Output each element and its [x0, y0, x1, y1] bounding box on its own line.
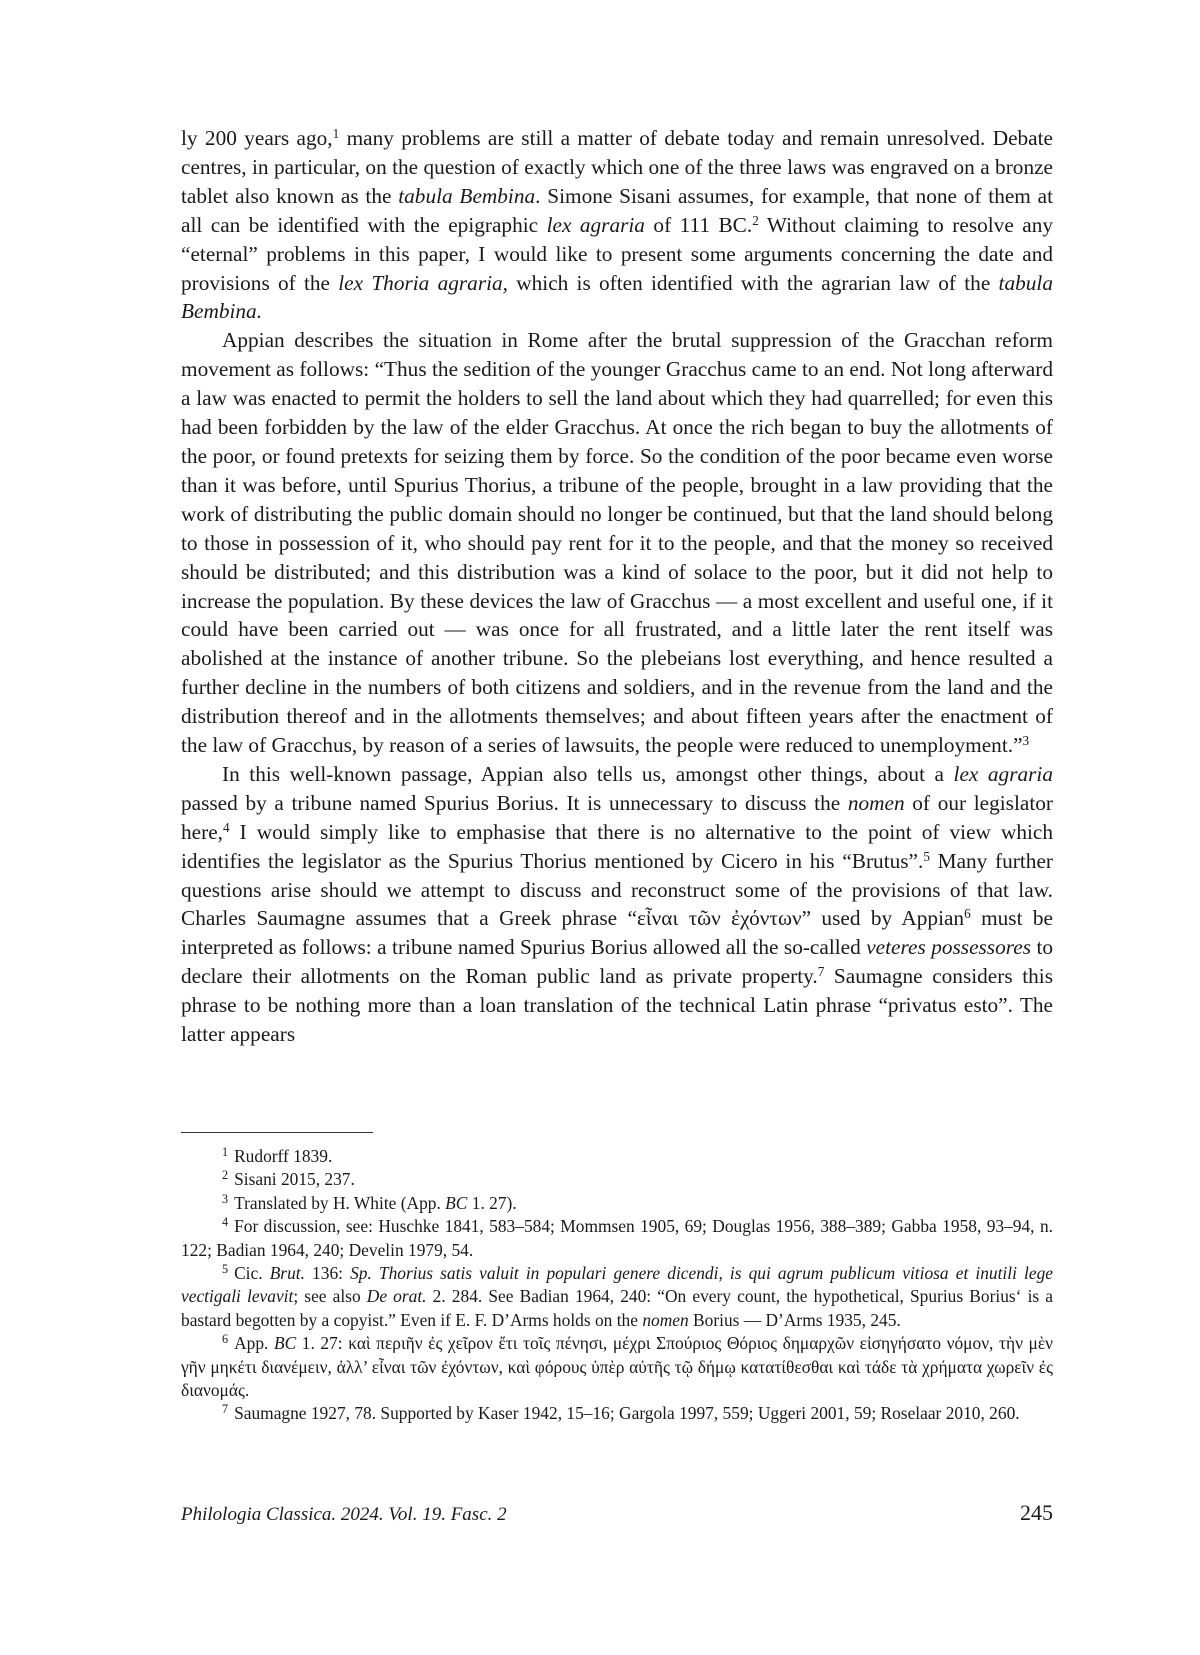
footnote-reference: 6	[964, 906, 971, 922]
footnote-number: 4	[222, 1215, 229, 1230]
text-run: Saumagne 1927, 78. Supported by Kaser 1942, 15–16; Gargola 1997, 559; Uggeri 2001, 59; Roselaar 2010, 260.	[234, 1403, 1020, 1424]
italic-text: lex agraria	[953, 761, 1053, 786]
italic-text: nomen	[847, 790, 905, 815]
footnote-text	[181, 1333, 1053, 1400]
paragraph-2	[181, 326, 1053, 760]
footnote-3	[181, 1192, 1053, 1215]
footnote-text	[181, 1216, 1053, 1259]
text-run: 1. 27: καὶ περιῆν ἐς χεῖρον ἔτι τοῖς πένησι, μέχρι Σπούριος Θόριος δημαρχῶν εἰσηγήσατο νόμον, τὴν μὲν γῆν μηκέτι διανέμειν, ἀλλ’ εἶναι τῶν ἐχόντων, καὶ φόρους ὑπὲρ αὐτῆς τῷ δήμῳ κατατίθεσθαι καὶ τάδε τὰ χρήματα χωρεῖν ἐς διανομάς.	[181, 1333, 1054, 1401]
footnote-text	[234, 1193, 517, 1213]
italic-text: BC	[445, 1192, 468, 1213]
italic-text: lex agraria	[546, 212, 645, 237]
text-run: must be interpreted as follows: a tribune named Spurius Borius allowed all the so-called	[181, 906, 1054, 960]
text-run: Saumagne considers this phrase to be nothing more than a loan translation of the technical Latin phrase “privatus esto”. The latter appears	[181, 964, 1053, 1047]
italic-text: veteres possessores	[866, 935, 1031, 960]
text-run: Cic.	[234, 1263, 270, 1284]
footnote-reference: 1	[332, 125, 340, 141]
footnote-number: 2	[222, 1168, 229, 1183]
text-run: Sisani 2015, 237.	[234, 1169, 355, 1190]
text-run: Borius — D’Arms 1935, 245.	[688, 1309, 901, 1330]
footnote-reference: 2	[752, 212, 759, 228]
footnote-4	[181, 1215, 1053, 1262]
footnote-reference: 7	[817, 964, 825, 980]
text-run: many problems are still a matter of debate today and remain unresolved. Debate centres, in particular, on the question of exactly which one of the three laws was engraved on a bronze tablet also known as the	[181, 126, 1053, 208]
footnote-number: 1	[222, 1144, 229, 1159]
footnote-5	[181, 1262, 1053, 1332]
text-run: In this well-known passage, Appian also tells us, amongst other things, about a	[222, 761, 954, 786]
footnote-number: 5	[222, 1261, 229, 1276]
italic-text: tabula Bembina	[398, 183, 536, 208]
footnote-6	[181, 1332, 1053, 1402]
text-run: 136:	[304, 1263, 351, 1284]
paragraph-3	[181, 760, 1053, 1049]
paragraph-1	[181, 124, 1053, 326]
footnote-1	[181, 1145, 1053, 1168]
italic-text: nomen	[642, 1309, 689, 1330]
text-run: ; see also	[293, 1286, 367, 1307]
text-run: Appian describes the situation in Rome after the brutal suppression of the Gracchan reform movement as follows: “Thus the sedition of the younger Gracchus came to an end. Not long afterward a law was enacted to permit the holders to sell the land about which they had quarrelled; for even this had been forbidden by the law of the elder Gracchus. At once the rich began to buy the allotments of the poor, or found pretexts for seizing them by force. So the condition of the poor became even worse than it was before, until Spurius Thorius, a tribune of the people, brought in a law providing that the work of distributing the public domain should no longer be continued, but that the land should belong to those in possession of it, who should pay rent for it to the people, and that the money so received should be distributed; and this distribution was a kind of solace to the poor, but it did not help to increase the population. By these devices the law of Gracchus — a most excellent and useful one, if it could have been carried out — was once for all frustrated, and a little later the rent itself was abolished at the instance of another tribune. So the plebeians lost everything, and hence resulted a further decline in the numbers of both citizens and soldiers, and in the revenue from the land and the distribution thereof and in the allotments themselves; and about fifteen years after the enactment of the law of Gracchus, by reason of a series of lawsuits, the people were reduced to unemployment.”	[181, 328, 1053, 758]
italic-text: De orat.	[366, 1286, 427, 1307]
footnote-separator	[181, 1132, 373, 1133]
italic-text: Sp. Thorius satis valuit in populari genere dicendi, is qui agrum publicum vitiosa et inutili lege vectigali levavit	[181, 1263, 1053, 1307]
italic-text: lex Thoria agraria,	[338, 270, 508, 295]
journal-citation: Philologia Classica. 2024. Vol. 19. Fasc. 2	[181, 1504, 507, 1525]
footnote-7	[181, 1402, 1053, 1425]
footnote-text	[181, 1263, 1053, 1330]
footnote-text	[234, 1403, 1020, 1423]
italic-text: Brut.	[269, 1263, 305, 1284]
footnote-2	[181, 1168, 1053, 1191]
text-run: Translated by H. White (App.	[234, 1192, 446, 1213]
footnote-reference: 4	[222, 819, 230, 835]
text-run: ly 200 years ago,	[181, 126, 333, 150]
footnote-text	[234, 1169, 355, 1189]
text-run: For discussion, see: Huschke 1841, 583–584; Mommsen 1905, 69; Douglas 1956, 388–389; Gabba 1958, 93–94, n. 122; Badian 1964, 240; Develin 1979, 54.	[181, 1216, 1053, 1260]
text-run: of 111 BC.	[644, 212, 753, 237]
footnote-number: 7	[222, 1402, 229, 1417]
body-text	[181, 124, 1053, 1049]
footnote-number: 6	[222, 1332, 229, 1347]
footnote-reference: 5	[923, 848, 930, 864]
page-number: 245	[1020, 1500, 1053, 1525]
text-run: Rudorff 1839.	[234, 1146, 333, 1166]
text-run: I would simply like to emphasise that there is no alternative to the point of view which identifies the legislator as the Spurius Thorius mentioned by Cicero in his “Brutus”.	[181, 819, 1053, 873]
text-run: Without claiming to resolve any “eternal” problems in this paper, I would like to present some arguments concerning the date and provisions of the	[181, 212, 1053, 295]
italic-text: BC	[273, 1333, 297, 1354]
text-run: which is often identified with the agrarian law of the	[508, 270, 999, 295]
text-run: 1. 27).	[467, 1192, 517, 1213]
text-run: . Simone Sisani assumes, for example, that none of them at all can be identified with the epigraphic	[181, 183, 1054, 237]
text-run: 2. 284. See Badian 1964, 240: “On every count, the hypothetical, Spurius Borius‘ is a bastard begotten by a copyist.” Even if E. F. D’Arms holds on the	[181, 1286, 1054, 1330]
footnotes	[181, 1145, 1053, 1426]
text-run: passed by a tribune named Spurius Borius. It is unnecessary to discuss the	[181, 790, 848, 815]
footnote-text	[234, 1146, 332, 1166]
footnote-number: 3	[222, 1191, 229, 1206]
italic-text: tabula Bembina.	[181, 270, 1053, 324]
text-run: Many further questions arise should we attempt to discuss and reconstruct some of the provisions of that law. Charles Saumagne assumes that a Greek phrase “εἶναι τῶν ἐχόντων” used by Appian	[181, 848, 1053, 931]
text-run: of our legislator here,	[181, 790, 1053, 844]
text-run: to declare their allotments on the Roman public land as private property.	[181, 935, 1054, 989]
text-run: App.	[234, 1333, 274, 1354]
footnote-reference: 3	[1022, 732, 1030, 748]
